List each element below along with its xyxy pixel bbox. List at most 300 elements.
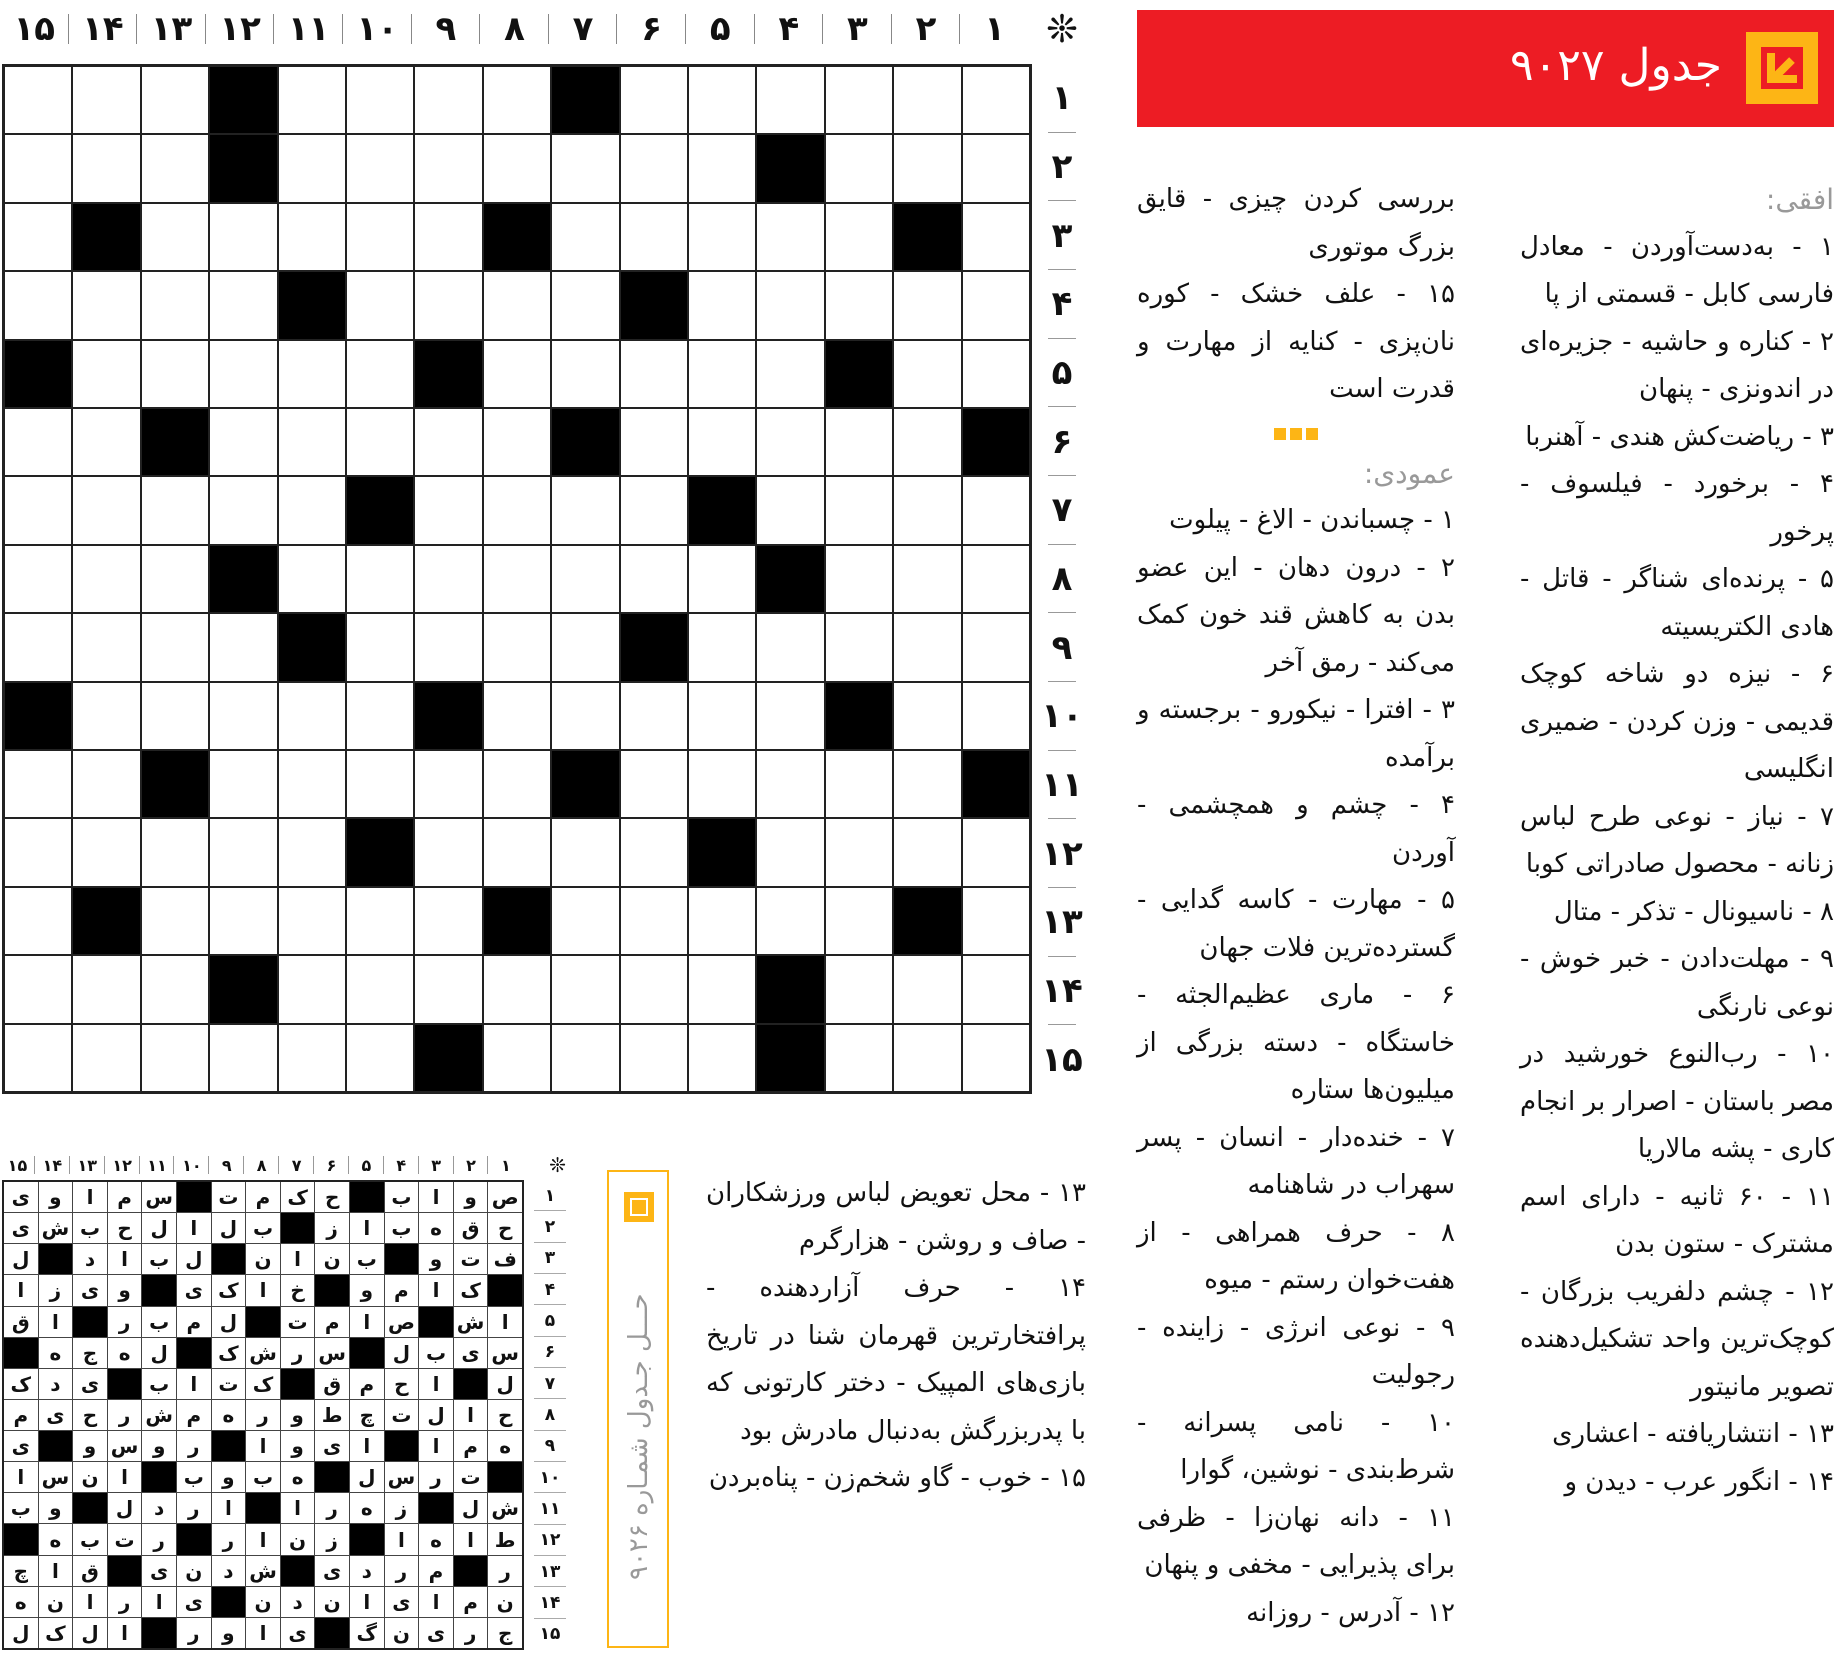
grid-cell[interactable]: [621, 683, 687, 749]
grid-cell[interactable]: [347, 135, 413, 201]
grid-cell[interactable]: [279, 956, 345, 1022]
grid-cell[interactable]: [757, 409, 823, 475]
solution-column-number: ۱۵: [0, 1150, 35, 1180]
grid-cell[interactable]: [415, 751, 481, 817]
grid-cell[interactable]: [142, 67, 208, 133]
bottom-clues-column: [706, 1170, 1086, 1503]
grid-cell[interactable]: [73, 409, 139, 475]
grid-cell[interactable]: [142, 477, 208, 543]
grid-cell[interactable]: [826, 956, 892, 1022]
solution-black-cell: [315, 1462, 349, 1492]
grid-cell[interactable]: [484, 1025, 550, 1091]
grid-cell[interactable]: [552, 614, 618, 680]
grid-cell[interactable]: [757, 341, 823, 407]
solution-black-cell: [212, 1587, 246, 1617]
column-number: ۱۰: [343, 0, 412, 58]
grid-cell[interactable]: [484, 135, 550, 201]
grid-cell[interactable]: [484, 683, 550, 749]
solution-letter: ل: [212, 1307, 246, 1337]
grid-cell[interactable]: [621, 409, 687, 475]
black-cell: [142, 409, 208, 475]
grid-cell[interactable]: [210, 888, 276, 954]
grid-cell[interactable]: [963, 546, 1029, 612]
grid-cell[interactable]: [142, 1025, 208, 1091]
grid-cell[interactable]: [552, 135, 618, 201]
grid-cell[interactable]: [552, 546, 618, 612]
grid-cell[interactable]: [73, 272, 139, 338]
solution-black-cell: [350, 1338, 384, 1368]
grid-cell[interactable]: [621, 956, 687, 1022]
grid-cell[interactable]: [826, 135, 892, 201]
grid-cell[interactable]: [142, 683, 208, 749]
grid-cell[interactable]: [621, 341, 687, 407]
grid-cell[interactable]: [5, 956, 71, 1022]
column-number: ۱۲: [206, 0, 275, 58]
grid-cell[interactable]: [142, 888, 208, 954]
grid-cell[interactable]: [5, 272, 71, 338]
row-number: ۱۰: [1040, 682, 1084, 751]
grid-cell[interactable]: [963, 477, 1029, 543]
grid-cell[interactable]: [963, 272, 1029, 338]
black-cell: [552, 409, 618, 475]
grid-cell[interactable]: [826, 409, 892, 475]
row-number: ۴: [1040, 270, 1084, 339]
grid-cell[interactable]: [5, 888, 71, 954]
grid-cell[interactable]: [5, 614, 71, 680]
grid-cell[interactable]: [484, 477, 550, 543]
grid-cell[interactable]: [5, 135, 71, 201]
solution-black-cell: [246, 1493, 280, 1523]
grid-cell[interactable]: [73, 956, 139, 1022]
grid-cell[interactable]: [826, 272, 892, 338]
grid-cell[interactable]: [347, 888, 413, 954]
grid-cell[interactable]: [347, 272, 413, 338]
solution-letter: ت: [281, 1307, 315, 1337]
grid-cell[interactable]: [210, 1025, 276, 1091]
grid-cell[interactable]: [279, 409, 345, 475]
grid-cell[interactable]: [689, 341, 755, 407]
grid-cell[interactable]: [894, 67, 960, 133]
solution-letter: ه: [419, 1524, 453, 1554]
grid-cell[interactable]: [210, 819, 276, 885]
main-crossword-grid[interactable]: [2, 64, 1032, 1094]
solution-letter: ا: [488, 1307, 522, 1337]
grid-cell[interactable]: [894, 409, 960, 475]
grid-cell[interactable]: [689, 135, 755, 201]
grid-cell[interactable]: [5, 751, 71, 817]
solution-letter: ا: [108, 1244, 142, 1274]
grid-cell[interactable]: [142, 956, 208, 1022]
solution-black-cell: [108, 1369, 142, 1399]
solution-black-cell: [4, 1524, 38, 1554]
solution-letter: و: [142, 1431, 176, 1461]
grid-cell[interactable]: [210, 614, 276, 680]
grid-cell[interactable]: [757, 751, 823, 817]
grid-cell[interactable]: [279, 819, 345, 885]
grid-cell[interactable]: [210, 272, 276, 338]
solution-letter: ی: [281, 1618, 315, 1648]
grid-cell[interactable]: [689, 683, 755, 749]
solution-label: حـــل جـدول شمـاره ۹۰۲۶: [624, 1293, 654, 1581]
grid-cell[interactable]: [484, 614, 550, 680]
solution-letter: ن: [315, 1244, 349, 1274]
grid-cell[interactable]: [689, 614, 755, 680]
grid-cell[interactable]: [5, 1025, 71, 1091]
grid-cell[interactable]: [347, 409, 413, 475]
grid-cell[interactable]: [826, 614, 892, 680]
solution-letter: ا: [73, 1587, 107, 1617]
grid-cell[interactable]: [552, 1025, 618, 1091]
clue-text: ۹ - نوعی انرژی - زاینده - رجولیت: [1137, 1312, 1455, 1390]
grid-cell[interactable]: [210, 683, 276, 749]
grid-cell[interactable]: [826, 67, 892, 133]
grid-cell[interactable]: [279, 888, 345, 954]
solution-letter: ل: [73, 1618, 107, 1648]
grid-cell[interactable]: [621, 67, 687, 133]
grid-cell[interactable]: [415, 409, 481, 475]
solution-black-cell: [212, 1431, 246, 1461]
grid-cell[interactable]: [347, 67, 413, 133]
grid-cell[interactable]: [347, 956, 413, 1022]
solution-letter: ح: [385, 1369, 419, 1399]
grid-cell[interactable]: [415, 477, 481, 543]
grid-cell[interactable]: [621, 1025, 687, 1091]
grid-cell[interactable]: [894, 272, 960, 338]
grid-cell[interactable]: [963, 888, 1029, 954]
grid-cell[interactable]: [621, 819, 687, 885]
solution-letter: ب: [246, 1462, 280, 1492]
grid-cell[interactable]: [210, 751, 276, 817]
solution-letter: ق: [73, 1556, 107, 1586]
solution-letter: ز: [385, 1493, 419, 1523]
solution-letter: د: [39, 1369, 73, 1399]
grid-cell[interactable]: [894, 546, 960, 612]
grid-cell[interactable]: [894, 341, 960, 407]
solution-black-cell: [177, 1338, 211, 1368]
solution-letter: ر: [281, 1338, 315, 1368]
column-number: ۱۵: [0, 0, 69, 58]
solution-letter: ا: [39, 1307, 73, 1337]
grid-cell[interactable]: [415, 204, 481, 270]
grid-cell[interactable]: [279, 683, 345, 749]
row-number: ۱۵: [1041, 1039, 1083, 1080]
grid-cell[interactable]: [552, 341, 618, 407]
solution-letter: ص: [385, 1307, 419, 1337]
grid-cell[interactable]: [142, 272, 208, 338]
grid-cell[interactable]: [894, 751, 960, 817]
solution-letter: و: [454, 1182, 488, 1212]
clue-text: ۵ - مهارت - کاسه گدایی - گسترده‌ترین فلات جهان: [1137, 885, 1455, 963]
grid-cell[interactable]: [552, 819, 618, 885]
solution-column-number: ۱۳: [70, 1150, 105, 1180]
grid-cell[interactable]: [757, 204, 823, 270]
grid-cell[interactable]: [415, 272, 481, 338]
grid-cell[interactable]: [279, 546, 345, 612]
solution-letter: ا: [281, 1244, 315, 1274]
grid-cell[interactable]: [347, 751, 413, 817]
solution-letter: ا: [350, 1307, 384, 1337]
grid-cell[interactable]: [484, 956, 550, 1022]
solution-letter: ش: [246, 1338, 280, 1368]
grid-cell[interactable]: [415, 888, 481, 954]
solution-letter: ر: [177, 1431, 211, 1461]
solution-letter: د: [142, 1493, 176, 1523]
grid-cell[interactable]: [279, 67, 345, 133]
solution-letter: ا: [246, 1524, 280, 1554]
grid-cell[interactable]: [484, 819, 550, 885]
solution-letter: و: [39, 1493, 73, 1523]
grid-cell[interactable]: [73, 135, 139, 201]
grid-cell[interactable]: [894, 477, 960, 543]
solution-letter: ل: [419, 1400, 453, 1430]
grid-cell[interactable]: [484, 409, 550, 475]
grid-cell[interactable]: [894, 956, 960, 1022]
grid-cell[interactable]: [894, 135, 960, 201]
grid-cell[interactable]: [73, 683, 139, 749]
black-cell: [757, 1025, 823, 1091]
grid-cell[interactable]: [279, 751, 345, 817]
grid-cell[interactable]: [484, 546, 550, 612]
grid-cell[interactable]: [894, 614, 960, 680]
grid-cell[interactable]: [73, 819, 139, 885]
grid-cell[interactable]: [826, 819, 892, 885]
grid-cell[interactable]: [689, 888, 755, 954]
solution-letter: ی: [4, 1431, 38, 1461]
solution-letter: ب: [246, 1213, 280, 1243]
solution-letter: ی: [454, 1338, 488, 1368]
grid-cell[interactable]: [415, 614, 481, 680]
grid-cell[interactable]: [142, 341, 208, 407]
grid-cell[interactable]: [689, 204, 755, 270]
grid-cell[interactable]: [5, 67, 71, 133]
solution-letter: ا: [246, 1618, 280, 1648]
grid-cell[interactable]: [210, 204, 276, 270]
solution-letter: ا: [419, 1431, 453, 1461]
grid-cell[interactable]: [757, 614, 823, 680]
grid-cell[interactable]: [73, 477, 139, 543]
grid-cell[interactable]: [757, 477, 823, 543]
grid-cell[interactable]: [73, 751, 139, 817]
solution-letter: ن: [246, 1244, 280, 1274]
solution-row-number: ۱: [528, 1180, 572, 1211]
clue-text: ۵ - پرنده‌ای شناگر - قاتل - هادی الکتریسیته: [1520, 564, 1834, 642]
grid-cell[interactable]: [347, 614, 413, 680]
grid-cell[interactable]: [73, 341, 139, 407]
grid-cell[interactable]: [621, 888, 687, 954]
solution-letter: ا: [108, 1462, 142, 1492]
grid-cell[interactable]: [621, 751, 687, 817]
grid-cell[interactable]: [621, 477, 687, 543]
grid-cell[interactable]: [689, 956, 755, 1022]
solution-corner-star-icon: ❊: [549, 1153, 566, 1177]
grid-cell[interactable]: [347, 341, 413, 407]
grid-cell[interactable]: [552, 272, 618, 338]
grid-cell[interactable]: [963, 1025, 1029, 1091]
solution-letter: ی: [4, 1182, 38, 1212]
grid-cell[interactable]: [279, 1025, 345, 1091]
column-number: ۷: [549, 0, 618, 58]
grid-cell[interactable]: [621, 546, 687, 612]
grid-cell[interactable]: [826, 751, 892, 817]
grid-cell[interactable]: [963, 819, 1029, 885]
solution-black-cell: [39, 1244, 73, 1274]
grid-cell[interactable]: [142, 135, 208, 201]
clue-text: ۳ - ریاضت‌کش هندی - آهنربا: [1525, 421, 1834, 452]
grid-cell[interactable]: [689, 272, 755, 338]
grid-cell[interactable]: [826, 1025, 892, 1091]
grid-cell[interactable]: [5, 409, 71, 475]
grid-cell[interactable]: [5, 819, 71, 885]
solution-letter: م: [419, 1556, 453, 1586]
grid-cell[interactable]: [415, 135, 481, 201]
grid-cell[interactable]: [279, 135, 345, 201]
grid-cell[interactable]: [552, 956, 618, 1022]
grid-cell[interactable]: [279, 341, 345, 407]
corner-star-icon: ❊: [1046, 7, 1078, 51]
solution-letter: ن: [315, 1587, 349, 1617]
grid-cell[interactable]: [621, 204, 687, 270]
grid-cell[interactable]: [5, 204, 71, 270]
solution-letter: ر: [315, 1493, 349, 1523]
grid-cell[interactable]: [142, 614, 208, 680]
black-cell: [757, 546, 823, 612]
grid-cell[interactable]: [279, 204, 345, 270]
grid-cell[interactable]: [484, 272, 550, 338]
solution-letter: س: [39, 1462, 73, 1492]
grid-cell[interactable]: [689, 409, 755, 475]
solution-letter: ا: [246, 1275, 280, 1305]
solution-column-number: ۱۰: [174, 1150, 209, 1180]
solution-black-cell: [350, 1182, 384, 1212]
solution-letter: ب: [177, 1462, 211, 1492]
grid-cell[interactable]: [963, 341, 1029, 407]
grid-cell[interactable]: [963, 204, 1029, 270]
grid-cell[interactable]: [826, 477, 892, 543]
grid-cell[interactable]: [415, 819, 481, 885]
solution-row-number: ۳: [528, 1243, 572, 1274]
grid-cell[interactable]: [963, 67, 1029, 133]
grid-cell[interactable]: [689, 751, 755, 817]
solution-letter: ق: [4, 1307, 38, 1337]
grid-cell[interactable]: [894, 1025, 960, 1091]
grid-cell[interactable]: [210, 341, 276, 407]
grid-cell[interactable]: [963, 956, 1029, 1022]
solution-black-cell: [315, 1275, 349, 1305]
solution-letter: س: [315, 1338, 349, 1368]
grid-cell[interactable]: [279, 477, 345, 543]
grid-cell[interactable]: [5, 477, 71, 543]
black-cell: [552, 751, 618, 817]
grid-cell[interactable]: [415, 546, 481, 612]
column-number: ۱۳: [137, 0, 206, 58]
solution-letter: ر: [108, 1587, 142, 1617]
row-number: ۹: [1040, 613, 1084, 682]
kayhan-small-logo-icon: [624, 1192, 654, 1222]
solution-column-number: ۱۴: [35, 1150, 70, 1180]
black-cell: [826, 341, 892, 407]
solution-letter: ش: [488, 1493, 522, 1523]
grid-cell[interactable]: [826, 546, 892, 612]
grid-cell[interactable]: [894, 683, 960, 749]
grid-cell[interactable]: [415, 956, 481, 1022]
middle-clues-column: [1137, 176, 1455, 1637]
grid-cell[interactable]: [757, 67, 823, 133]
column-number: ۲: [892, 0, 961, 58]
grid-cell[interactable]: [5, 546, 71, 612]
grid-cell[interactable]: [142, 546, 208, 612]
solution-row-numbers: [528, 1180, 572, 1650]
row-number: ۸: [1040, 545, 1084, 614]
grid-cell[interactable]: [894, 819, 960, 885]
solution-letter: ا: [454, 1524, 488, 1554]
grid-cell[interactable]: [142, 204, 208, 270]
grid-cell[interactable]: [210, 409, 276, 475]
grid-cell[interactable]: [484, 67, 550, 133]
solution-letter: ب: [350, 1244, 384, 1274]
clue-text: ۷ - خنده‌دار - انسان - پسر سهراب در شاهنامه: [1137, 1122, 1455, 1200]
grid-cell[interactable]: [347, 204, 413, 270]
grid-cell[interactable]: [484, 751, 550, 817]
grid-cell[interactable]: [347, 1025, 413, 1091]
solution-row-number: ۲: [528, 1211, 572, 1242]
black-cell: [757, 135, 823, 201]
grid-cell[interactable]: [484, 341, 550, 407]
solution-row-number: ۵: [528, 1305, 572, 1336]
grid-cell[interactable]: [689, 546, 755, 612]
grid-cell[interactable]: [689, 1025, 755, 1091]
clue-text: ۱۱ - دانه نهان‌زا - ظرفی برای پذیرایی - مخفی و پنهان: [1137, 1502, 1455, 1580]
grid-cell[interactable]: [757, 683, 823, 749]
grid-cell[interactable]: [73, 1025, 139, 1091]
grid-cell[interactable]: [552, 477, 618, 543]
grid-cell[interactable]: [347, 683, 413, 749]
solution-letter: ی: [419, 1618, 453, 1648]
grid-cell[interactable]: [73, 614, 139, 680]
solution-black-cell: [385, 1431, 419, 1461]
clue-text: ۱۲ - آدرس - روزانه: [1246, 1597, 1455, 1628]
solution-letter: ل: [488, 1369, 522, 1399]
grid-cell[interactable]: [552, 888, 618, 954]
column-number: ۹: [412, 0, 481, 58]
grid-cell[interactable]: [73, 546, 139, 612]
grid-cell[interactable]: [142, 819, 208, 885]
clue-text: ۶ - ماری عظیم‌الجثه - خاستگاه - دسته بزرگی از میلیون‌ها ستاره: [1137, 980, 1455, 1105]
horizontal-clues-column: [1520, 176, 1834, 1506]
grid-cell[interactable]: [963, 614, 1029, 680]
grid-cell[interactable]: [552, 204, 618, 270]
grid-cell[interactable]: [347, 546, 413, 612]
grid-cell[interactable]: [210, 477, 276, 543]
grid-cell[interactable]: [757, 888, 823, 954]
grid-cell[interactable]: [826, 204, 892, 270]
grid-cell[interactable]: [552, 683, 618, 749]
solution-letter: و: [212, 1618, 246, 1648]
solution-letter: ب: [142, 1244, 176, 1274]
grid-cell[interactable]: [689, 67, 755, 133]
black-cell: [210, 956, 276, 1022]
solution-letter: ت: [212, 1369, 246, 1399]
grid-cell[interactable]: [757, 272, 823, 338]
grid-cell[interactable]: [415, 67, 481, 133]
grid-cell[interactable]: [757, 819, 823, 885]
grid-cell[interactable]: [963, 135, 1029, 201]
grid-cell[interactable]: [621, 135, 687, 201]
grid-cell[interactable]: [963, 683, 1029, 749]
solution-letter: ل: [385, 1338, 419, 1368]
grid-cell[interactable]: [826, 888, 892, 954]
grid-cell[interactable]: [73, 67, 139, 133]
solution-letter: ک: [212, 1338, 246, 1368]
